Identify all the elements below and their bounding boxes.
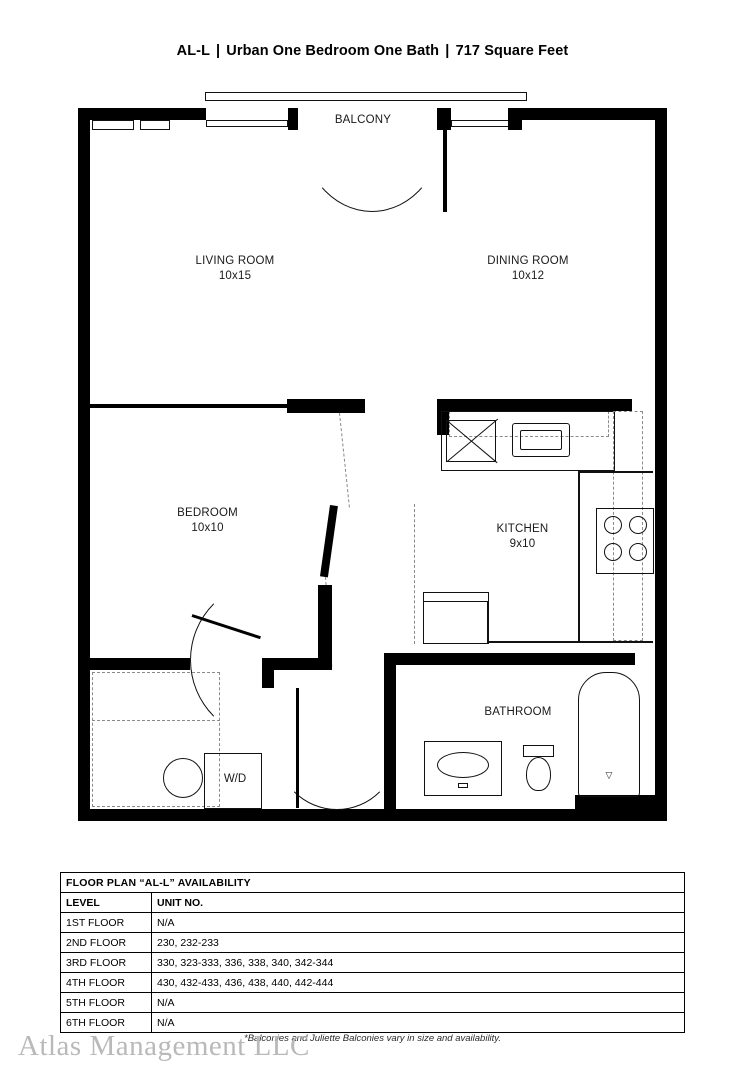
unit-numbers: N/A	[152, 913, 685, 933]
plan-area: 717 Square Feet	[455, 43, 569, 59]
hall-door-arc	[276, 688, 398, 810]
watermark: Atlas Management LLC	[18, 1030, 310, 1062]
wall-right-lower	[655, 396, 667, 806]
room-label-kitchen: KITCHEN 9x10	[496, 523, 549, 550]
room-label-washer-dryer: W/D	[223, 773, 247, 785]
room-label-dining: DINING ROOM 10x12	[487, 255, 569, 282]
bathroom-sink-drain	[458, 783, 468, 788]
range-burner-3	[604, 543, 622, 561]
floor-plan-drawing	[0, 80, 745, 850]
unit-numbers: 230, 232-233	[152, 933, 685, 953]
balcony-door-jamb-left	[190, 108, 206, 120]
bedroom-door-panel	[320, 505, 338, 577]
table-row	[61, 973, 685, 993]
room-label-living: LIVING ROOM 10x15	[195, 255, 275, 282]
column-header-level: LEVEL	[61, 893, 152, 913]
hall-door-leaf	[296, 688, 299, 808]
wall-hall-right	[384, 653, 396, 665]
wall-bottom	[78, 809, 667, 821]
wall-bedroom-top-thick	[287, 399, 365, 413]
wall-bedroom-top-thin	[90, 404, 287, 408]
range-burner-4	[629, 543, 647, 561]
refrigerator	[423, 592, 489, 644]
wall-bath-left	[384, 653, 396, 809]
table-header-row	[61, 873, 685, 893]
title-separator-1: |	[215, 43, 221, 59]
bathroom-sink-basin	[437, 752, 489, 778]
title-separator-2: |	[445, 43, 450, 59]
plan-code: AL-L	[176, 43, 210, 59]
wall-kitchen-top	[437, 399, 632, 411]
window-top-left-2	[140, 120, 170, 130]
table-column-header-row	[61, 893, 685, 913]
availability-table	[60, 872, 685, 1033]
range-burner-1	[604, 516, 622, 534]
wall-right-upper	[655, 108, 667, 408]
level-label: 1ST FLOOR	[61, 913, 152, 933]
table-row	[61, 993, 685, 1013]
wall-left-upper	[78, 108, 90, 408]
refrigerator-top-line	[423, 601, 489, 602]
kitchen-counter-bottom-edge	[487, 641, 653, 643]
unit-numbers: 430, 432-433, 436, 438, 440, 442-444	[152, 973, 685, 993]
toilet-tank	[523, 745, 554, 757]
kitchen-counter-right-edge	[578, 471, 580, 643]
range-burner-2	[629, 516, 647, 534]
kitchen-sink-basin	[520, 430, 562, 450]
table-row	[61, 913, 685, 933]
table-row	[61, 953, 685, 973]
wall-top-right	[520, 108, 667, 120]
bedroom-door-swing-guide-a	[339, 413, 350, 508]
unit-numbers: 330, 323-333, 336, 338, 340, 342-344	[152, 953, 685, 973]
wall-bath-top	[396, 653, 635, 665]
plan-description: Urban One Bedroom One Bath	[226, 43, 440, 59]
wall-left-lower	[78, 396, 90, 821]
unit-numbers: N/A	[152, 993, 685, 1013]
closet-shelf-line	[92, 720, 220, 721]
level-label: 2ND FLOOR	[61, 933, 152, 953]
room-label-bedroom: BEDROOM 10x10	[177, 507, 238, 534]
level-label: 6TH FLOOR	[61, 1013, 152, 1033]
level-label: 4TH FLOOR	[61, 973, 152, 993]
wall-top-left	[78, 108, 190, 120]
wall-bath-right-return	[575, 795, 667, 809]
toilet-bowl	[526, 757, 551, 791]
availability-title: FLOOR PLAN “AL-L” AVAILABILITY	[61, 873, 685, 893]
balcony-door-jamb-right-b	[508, 108, 522, 130]
level-label: 5TH FLOOR	[61, 993, 152, 1013]
washer-dryer-unit	[204, 753, 262, 809]
water-heater-circle	[163, 758, 203, 798]
kitchen-counter-right-top	[578, 471, 653, 473]
table-row	[61, 933, 685, 953]
room-label-bathroom: BATHROOM	[484, 706, 552, 718]
column-header-unit-no: UNIT NO.	[152, 893, 685, 913]
room-label-balcony: BALCONY	[334, 114, 392, 126]
level-label: 3RD FLOOR	[61, 953, 152, 973]
wall-bedroom-bottom-left	[90, 658, 190, 670]
kitchen-range	[596, 508, 654, 574]
footnote: *Balconies and Juliette Balconies vary in size and availability.	[244, 1033, 501, 1044]
bathtub-drain-marker: ▽	[605, 770, 613, 780]
window-top-left-1	[92, 120, 134, 130]
balcony-door-leaf	[443, 122, 447, 212]
balcony-slider-left	[206, 120, 288, 127]
unit-numbers: N/A	[152, 1013, 685, 1033]
kitchen-pantry-guide	[414, 504, 415, 644]
